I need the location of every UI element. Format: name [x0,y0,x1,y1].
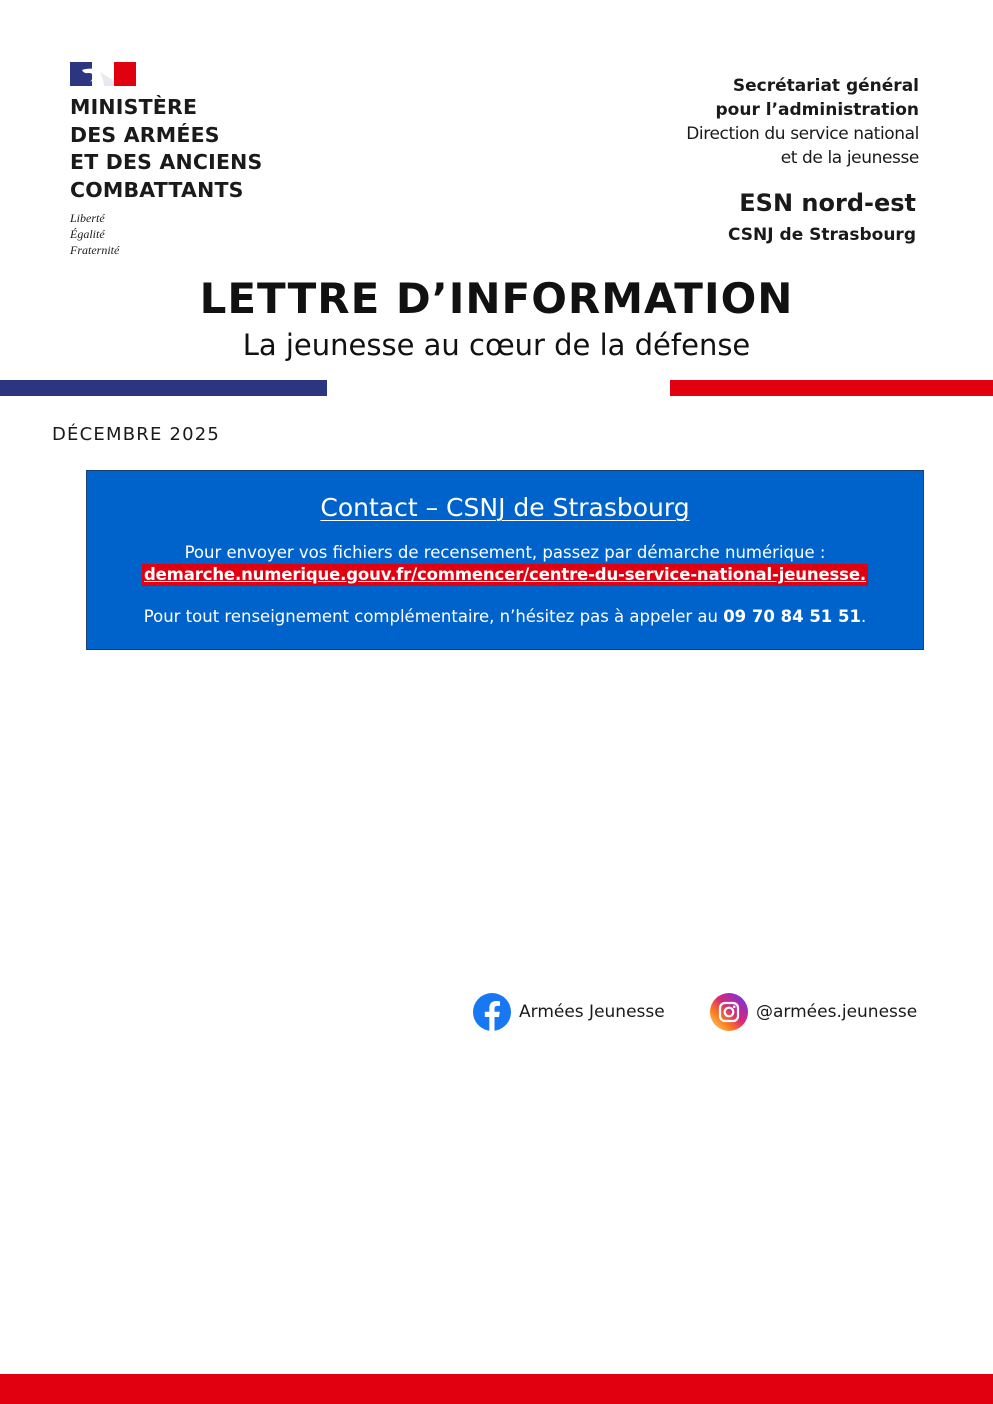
contact-title: Contact – CSNJ de Strasbourg [320,493,690,522]
marianne-flag-icon [70,62,136,86]
secretariat-line2: pour l’administration [715,100,919,120]
contact-phone-line [87,605,923,628]
instagram-icon [710,993,748,1031]
contact-phone-suffix: . [861,607,867,626]
esn-name: ESN nord-est [739,189,916,217]
demarche-numerique-link[interactable]: demarche.numerique.gouv.fr/commencer/centre-du-service-national-jeunesse. [143,565,867,584]
contact-box [86,470,924,650]
facebook-icon [473,993,511,1031]
secretariat-line1: Secrétariat général [732,76,919,96]
facebook-link[interactable] [473,993,665,1031]
facebook-label: Armées Jeunesse [519,1002,665,1022]
republic-motto [70,210,300,258]
blue-divider-bar [0,380,327,396]
bottom-red-bar [0,1374,993,1404]
page-subtitle: La jeunesse au cœur de la défense [242,328,751,362]
instagram-label: @armées.jeunesse [756,1002,918,1022]
contact-instructions: Pour envoyer vos fichiers de recensement, passez par démarche numérique : [184,543,826,562]
issue-date: DÉCEMBRE 2025 [52,424,221,445]
contact-phone-prefix: Pour tout renseignement complémentaire, n’hésitez pas à appeler au [143,607,724,626]
direction-line2: et de la jeunesse [780,148,919,168]
instagram-link[interactable] [710,993,917,1031]
ministry-name: MINISTÈRE DES ARMÉES ET DES ANCIENS COMBATTANTS [70,95,263,202]
contact-phone-number[interactable]: 09 70 84 51 51 [723,607,861,626]
red-divider-bar [670,380,993,396]
ministry-logo [70,62,300,258]
motto-egalite: Égalité [70,227,105,241]
direction-line1: Direction du service national [686,124,919,144]
page-title: LETTRE D’INFORMATION [199,274,794,323]
motto-fraternite: Fraternité [70,243,120,257]
csnj-name: CSNJ de Strasbourg [728,225,916,245]
issuer-block [686,74,919,247]
motto-liberte: Liberté [70,211,105,225]
